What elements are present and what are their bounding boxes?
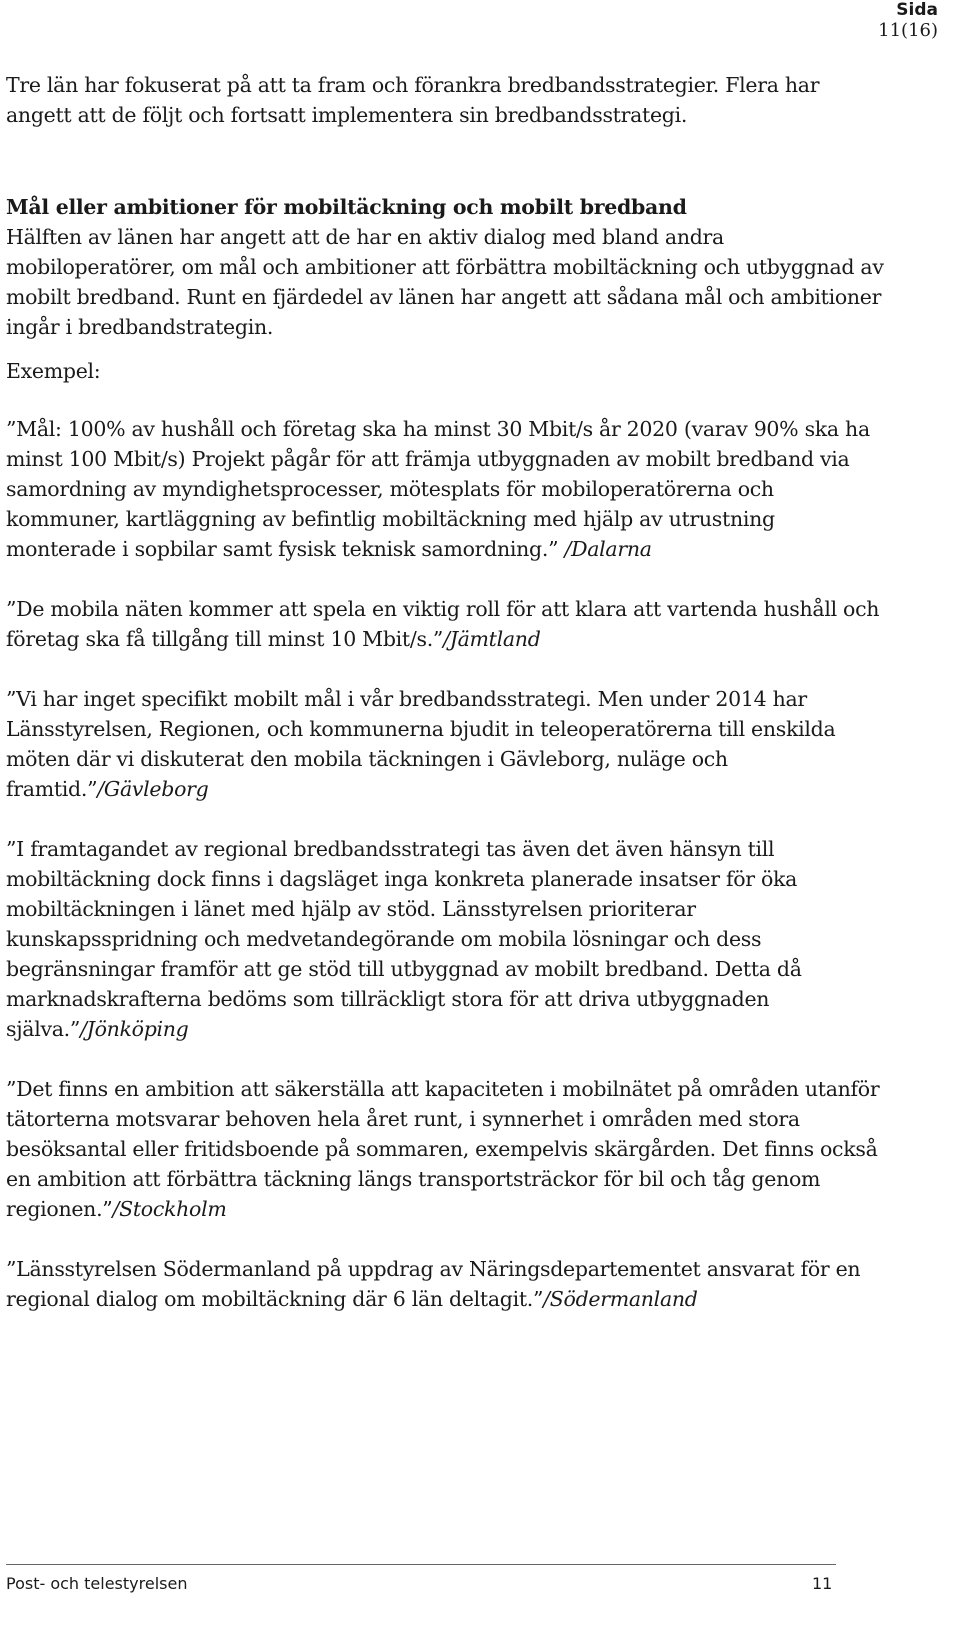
quote-source: /Stockholm — [112, 1197, 227, 1221]
document-body — [6, 70, 886, 1344]
quote-dalarna — [6, 414, 886, 564]
footer-divider — [6, 1564, 836, 1565]
page-label: Sida — [896, 0, 938, 20]
quote-text: ”I framtagandet av regional bredbandsstrategi tas även det även hänsyn till mobiltäckning dock finns i dagsläget inga konkreta planerade insatser för öka mobiltäckningen i länet med hjälp av stöd. Länsstyrelsen prioriterar kunskapsspridning och medvetandegörande om mobila lösningar och dess begränsningar framför att ge stöd till utbyggnad av mobilt bredband. Detta då marknadskrafterna bedöms som tillräckligt stora för att driva utbyggnaden själva.” — [6, 837, 802, 1041]
page-count: 11(16) — [878, 20, 938, 41]
quote-source: /Dalarna — [564, 537, 652, 561]
quote-stockholm — [6, 1074, 886, 1224]
quote-source: /Jönköping — [80, 1017, 189, 1041]
page-header — [878, 0, 938, 42]
section-paragraph: Hälften av länen har angett att de har en aktiv dialog med bland andra mobiloperatörer, om mål och ambitioner att förbättra mobiltäckning och utbyggnad av mobilt bredband. Runt en fjärdedel av länen har angett att sådana mål och ambitioner ingår i bredbandstrategin. — [6, 225, 884, 339]
quote-source: /Södermanland — [543, 1287, 698, 1311]
quote-jonkoping — [6, 834, 886, 1044]
quote-text: ”De mobila näten kommer att spela en viktig roll för att klara att vartenda hushåll och företag ska få tillgång till minst 10 Mbit/s.” — [6, 597, 880, 651]
quote-source: /Jämtland — [443, 627, 541, 651]
quote-jamtland — [6, 594, 886, 654]
footer-page-number: 11 — [812, 1574, 833, 1593]
intro-paragraph: Tre län har fokuserat på att ta fram och förankra bredbandsstrategier. Flera har angett att de följt och fortsatt implementera sin bredbandsstrategi. — [6, 73, 820, 127]
quote-text: ”Det finns en ambition att säkerställa att kapaciteten i mobilnätet på områden utanför tätorterna motsvarar behoven hela året runt, i synnerhet i områden med stora besöksantal eller fritidsboende på sommaren, exempelvis skärgården. Det finns också en ambition att förbättra täckning längs transportsträckor för bil och tåg genom regionen.” — [6, 1077, 880, 1221]
quote-text: ”Länsstyrelsen Södermanland på uppdrag av Näringsdepartementet ansvarat för en regional dialog om mobiltäckning där 6 län deltagit.” — [6, 1257, 861, 1311]
quote-text: ”Mål: 100% av hushåll och företag ska ha minst 30 Mbit/s år 2020 (varav 90% ska ha minst 100 Mbit/s) Projekt pågår för att främja utbyggnaden av mobilt bredband via samordning av myndighetsprocesser, mötesplats för mobiloperatörerna och kommuner, kartläggning av befintlig mobiltäckning med hjälp av utrustning monterade i sopbilar samt fysisk teknisk samordning.” — [6, 417, 870, 561]
quote-text: ”Vi har inget specifikt mobilt mål i vår bredbandsstrategi. Men under 2014 har Länsstyrelsen, Regionen, och kommunerna bjudit in teleoperatörerna till enskilda möten där vi diskuterat den mobila täckningen i Gävleborg, nuläge och framtid.” — [6, 687, 836, 801]
quote-gavleborg — [6, 684, 886, 804]
section-heading: Mål eller ambitioner för mobiltäckning och mobilt bredband — [6, 195, 687, 219]
footer-organization: Post- och telestyrelsen — [6, 1574, 188, 1593]
example-label: Exempel: — [6, 359, 101, 383]
quote-source: /Gävleborg — [97, 777, 209, 801]
quote-sodermanland — [6, 1254, 886, 1314]
